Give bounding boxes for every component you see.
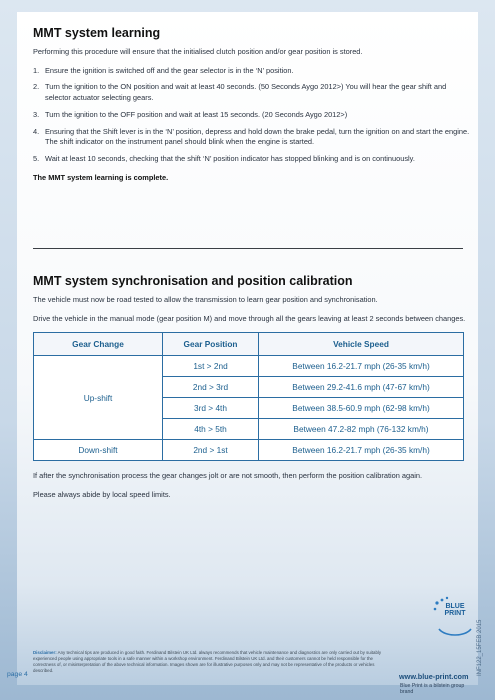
step-item: 1. Ensure the ignition is switched off and the gear selector is in the ‘N’ position. <box>33 65 294 75</box>
gear-position-cell: 3rd > 4th <box>163 398 259 419</box>
disclaimer-text: Any technical tips are produced in good faith. Ferdinand Bilstein UK Ltd. always recommends that vehicle maintenance and diagnostics are only carried out by suitably experienced people using appropriate tools in a safe manner within a workshop environment. Ferdinand Bilstein UK Ltd. and their customers cannot be held responsible for the correctness of, or misinterpretation of the above technical information. Images shown are for illustrative purposes only and may not be representative of the products or vehicles described. <box>33 650 382 673</box>
section2-p3: If after the synchronisation process the gear changes jolt or are not smooth, then perform the position calibration again. <box>33 471 423 481</box>
section-synchronisation <box>33 274 470 509</box>
section-mmt-learning <box>33 26 470 192</box>
gear-position-cell: 1st > 2nd <box>163 356 259 377</box>
downshift-label: Down-shift <box>34 440 163 461</box>
document-code: INF122_15FEB 2015 <box>477 619 483 676</box>
table-row <box>34 356 464 377</box>
section2-p2: Drive the vehicle in the manual mode (gear position M) and move through all the gears leaving at least 2 seconds between changes. <box>33 313 466 323</box>
table-row <box>34 440 464 461</box>
disclaimer <box>33 650 383 674</box>
step-item: 5. Wait at least 10 seconds, checking that the shift ‘N’ position indicator has stopped blinking and is on continuously. <box>33 154 415 164</box>
steps-list <box>33 66 470 165</box>
gear-change-table <box>33 332 464 461</box>
vehicle-speed-cell: Between 38.5-60.9 mph (62-98 km/h) <box>259 398 464 419</box>
vehicle-speed-cell: Between 16.2-21.7 mph (26-35 km/h) <box>259 440 464 461</box>
vehicle-speed-cell: Between 47.2-82 mph (76-132 km/h) <box>259 419 464 440</box>
logo-wordmark: BLUE PRINT <box>444 603 466 618</box>
header-vehicle-speed: Vehicle Speed <box>259 333 464 356</box>
step-item: 2. Turn the ignition to the ON position and wait at least 40 seconds. (50 Seconds Aygo 2012>) You will hear the gear shift and selector actuator selecting gears. <box>33 82 447 103</box>
section2-p1: The vehicle must now be road tested to allow the transmission to learn gear position and synchronisation. <box>33 295 378 304</box>
page-number: page 4 <box>7 671 28 678</box>
step-item: 3. Turn the ignition to the OFF position and wait at least 15 seconds. (20 Seconds Aygo 2012>) <box>33 109 348 119</box>
page-sheet <box>17 12 478 695</box>
gear-position-cell: 2nd > 3rd <box>163 377 259 398</box>
brand-tagline: Blue Print is a bilstein group brand <box>400 683 465 695</box>
disclaimer-label: Disclaimer: <box>33 650 57 655</box>
vehicle-speed-cell: Between 29.2-41.6 mph (47-67 km/h) <box>259 377 464 398</box>
header-gear-position: Gear Position <box>163 333 259 356</box>
gear-position-cell: 4th > 5th <box>163 419 259 440</box>
section2-p4: Please always abide by local speed limits. <box>33 490 171 500</box>
learning-complete-note: The MMT system learning is complete. <box>33 172 169 182</box>
section1-title: MMT system learning <box>33 26 161 40</box>
website-link[interactable]: www.blue-print.com <box>399 672 469 681</box>
vehicle-speed-cell: Between 16.2-21.7 mph (26-35 km/h) <box>259 356 464 377</box>
table-header-row <box>34 333 464 356</box>
header-gear-change: Gear Change <box>34 333 163 356</box>
section2-title: MMT system synchronisation and position calibration <box>33 274 353 288</box>
gear-position-cell: 2nd > 1st <box>163 440 259 461</box>
section1-intro: Performing this procedure will ensure that the initialised clutch position and/or gear position is stored. <box>33 47 363 56</box>
step-item: 4. Ensuring that the Shift lever is in the ‘N’ position, depress and hold down the brake pedal, turn the ignition on and start the engine. The shift indicator on the instrument panel should blink when the engine is started. <box>33 126 470 147</box>
upshift-label: Up-shift <box>34 356 163 440</box>
section-divider <box>33 248 463 249</box>
